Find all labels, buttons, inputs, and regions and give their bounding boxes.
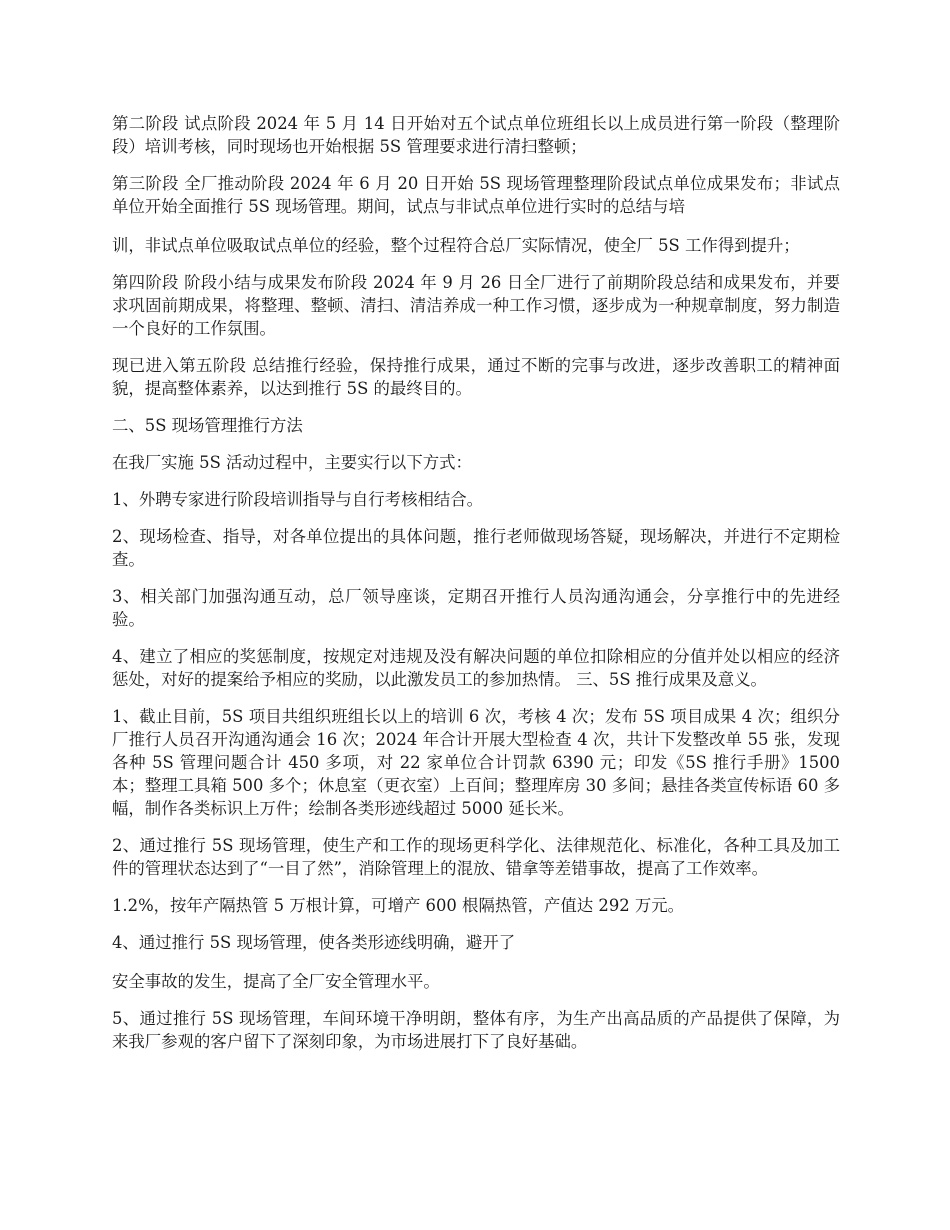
list-item-method-3: 3、相关部门加强沟通互动，总厂领导座谈，定期召开推行人员沟通沟通会，分享推行中的先进经验。 (112, 587, 840, 629)
list-item-result-4: 4、通过推行 5S 现场管理，使各类形迹线明确，避开了 (112, 933, 516, 952)
paragraph-stage-three: 第三阶段 全厂推动阶段 2024 年 6 月 20 日开始 5S 现场管理整理阶段试点单位成果发布；非试点单位开始全面推行 5S 现场管理。期间，试点与非试点单位进行实时的总结与培 (112, 174, 840, 216)
paragraph-safety: 安全事故的发生，提高了全厂安全管理水平。 (112, 972, 440, 991)
paragraph-stage-three-continued: 训，非试点单位吸取试点单位的经验，整个过程符合总厂实际情况，使全厂 5S 工作得到提升； (112, 236, 800, 255)
list-item-method-2: 2、现场检查、指导，对各单位提出的具体问题，推行老师做现场答疑，现场解决，并进行不定期检查。 (112, 527, 840, 569)
list-item-method-1: 1、外聘专家进行阶段培训指导与自行考核相结合。 (112, 490, 484, 509)
list-item-result-5: 5、通过推行 5S 现场管理，车间环境干净明朗，整体有序，为生产出高品质的产品提供了保障，为来我厂参观的客户留下了深刻印象，为市场进展打下了良好基础。 (112, 1009, 840, 1051)
paragraph-output-increase: 1.2%，按年产隔热管 5 万根计算，可增产 600 根隔热管，产值达 292 万元。 (112, 896, 685, 915)
paragraph-stage-five: 现已进入第五阶段 总结推行经验，保持推行成果，通过不断的完事与改进，逐步改善职工的精神面貌，提高整体素养，以达到推行 5S 的最终目的。 (112, 356, 840, 398)
list-item-method-4: 4、建立了相应的奖惩制度，按规定对违规及没有解决问题的单位扣除相应的分值并处以相应的经济惩处，对好的提案给予相应的奖励，以此激发员工的参加热情。 三、5S 推行成果及意义。 (112, 647, 840, 689)
paragraph-methods-intro: 在我厂实施 5S 活动过程中，主要实行以下方式： (112, 453, 472, 472)
paragraph-stage-four: 第四阶段 阶段小结与成果发布阶段 2024 年 9 月 26 日全厂进行了前期阶段总结和成果发布，并要求巩固前期成果，将整理、整顿、清扫、清洁养成一种工作习惯，逐步成为一种规章制度，努力制造一个良好的工作氛围。 (112, 273, 840, 338)
section-heading-methods: 二、5S 现场管理推行方法 (112, 416, 303, 435)
list-item-result-1: 1、截止目前，5S 项目共组织班组长以上的培训 6 次，考核 4 次；发布 5S 项目成果 4 次；组织分厂推行人员召开沟通沟通会 16 次；2024 年合计开展大型检查 4 次，共计下发整改单 55 张，发现各种 5S 管理问题合计 450 多项，对 22 家单位合计罚款 6390 元；印发《5S 推行手册》1500 本；整理工具箱 500 多个；休息室（更衣室）上百间；整理库房 30 多间；悬挂各类宣传标语 60 多幅，制作各类标识上万件；绘制各类形迹线超过 5000 延长米。 (112, 707, 840, 818)
list-item-result-2: 2、通过推行 5S 现场管理，使生产和工作的现场更科学化、法律规范化、标准化，各种工具及加工件的管理状态达到了“一目了然”，消除管理上的混放、错拿等差错事故，提高了工作效率。 (112, 836, 840, 878)
paragraph-stage-two: 第二阶段 试点阶段 2024 年 5 月 14 日开始对五个试点单位班组长以上成员进行第一阶段（整理阶段）培训考核，同时现场也开始根据 5S 管理要求进行清扫整顿； (112, 114, 840, 156)
